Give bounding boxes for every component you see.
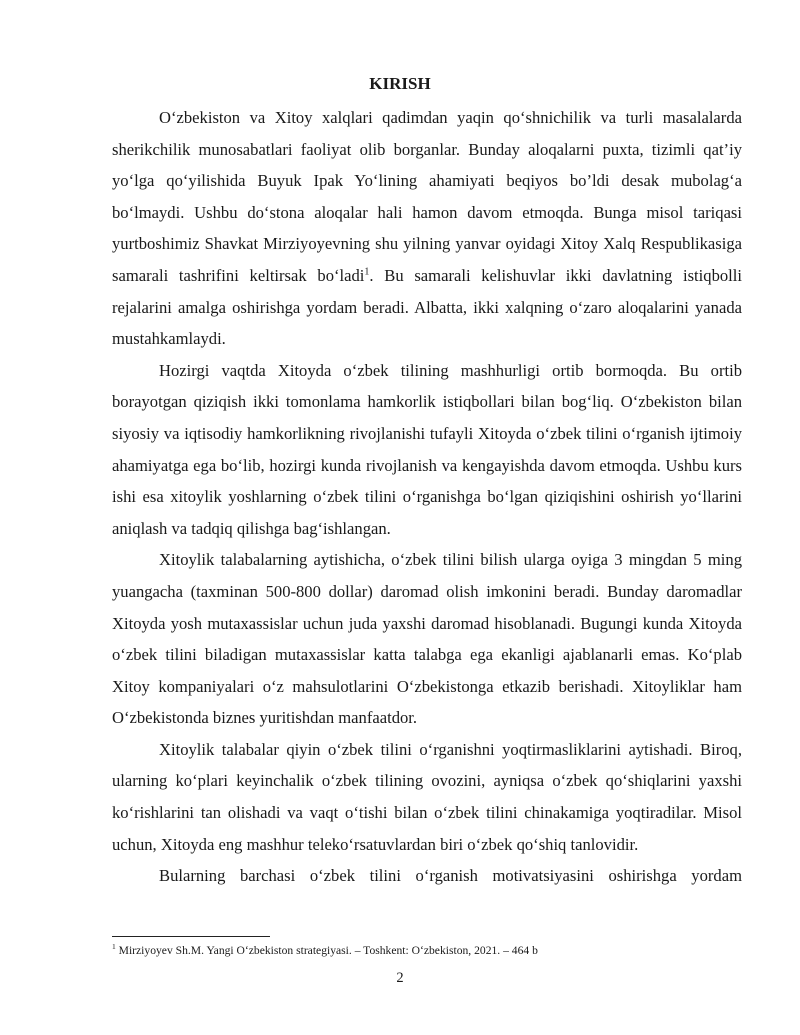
- footnote-mark: 1: [112, 942, 116, 952]
- footnote-reference[interactable]: 1: [364, 266, 370, 278]
- footnote-text: Mirziyoyev Sh.M. Yangi O‘zbekiston strategiyasi. – Toshkent: O‘zbekiston, 2021. – 464 b: [115, 944, 538, 957]
- paragraph-4: Xitoylik talabalar qiyin o‘zbek tilini o‘rganishni yoqtirmasliklarini aytishadi. Biroq, ularning ko‘plari keyinchalik o‘zbek tilining ovozini, ayniqsa o‘zbek qo‘shiqlarini yaxshi ko‘rishlarini tan olishadi va vaqt o‘tishi bilan o‘zbek tilini chinakamiga yoqtiradilar. Misol uchun, Xitoyda eng mashhur teleko‘rsatuvlardan biri o‘zbek qo‘shiq tanlovidir.: [112, 739, 742, 854]
- section-title: KIRISH: [369, 74, 431, 93]
- footnote: [112, 943, 752, 958]
- paragraph-1: [112, 102, 742, 355]
- page-number: 2: [396, 970, 404, 986]
- paragraph-1-text: O‘zbekiston va Xitoy xalqlari qadimdan yaqin qo‘shnichilik va turli masalalarda sherikchilik munosabatlari faoliyat olib borganlar. Bunday aloqalarni puxta, tizimli qat’iy yo‘lga qo‘yilishida Buyuk Ipak Yo‘lining ahamiyati beqiyos bo’ldi desak mubolag‘a bo‘lmaydi. Ushbu do‘stona aloqalar hali hamon davom etmoqda. Bunga misol tariqasi yurtboshimiz Shavkat Mirziyoyevning shu yilning yanvar oyidagi Xitoy Xalq Respublikasiga samarali tashrifini keltirsak bo‘ladi: [112, 108, 742, 285]
- paragraph-5: Bularning barchasi o‘zbek tilini o‘rganish motivatsiyasini oshirishga yordam: [159, 866, 742, 886]
- paragraph-2: Hozirgi vaqtda Xitoyda o‘zbek tilining mashhurligi ortib bormoqda. Bu ortib borayotgan qiziqish ikki tomonlama hamkorlik istiqbollari bilan bog‘liq. O‘zbekiston bilan siyosiy va iqtisodiy hamkorlikning rivojlanishi tufayli Xitoyda o‘zbek tilini o‘rganish ijtimoiy ahamiyatga ega bo‘lib, hozirgi kunda rivojlanish va kengayishda davom etmoqda. Ushbu kurs ishi esa xitoylik yoshlarning o‘zbek tilini o‘rganishga bo‘lgan qiziqishini oshirish yo‘llarini aniqlash va tadqiq qilishga bag‘ishlangan.: [112, 360, 742, 538]
- paragraph-3: Xitoylik talabalarning aytishicha, o‘zbek tilini bilish ularga oyiga 3 mingdan 5 ming yuangacha (taxminan 500-800 dollar) daromad olish imkonini beradi. Bunday daromadlar Xitoyda yosh mutaxassislar uchun juda yaxshi daromad hisoblanadi. Bugungi kunda Xitoyda o‘zbek tilini biladigan mutaxassislar katta talabga ega ekanligi ajablanarli emas. Ko‘plab Xitoy kompaniyalari o‘z mahsulotlarini O‘zbekistonga etkazib berishadi. Xitoyliklar ham O‘zbekistonda biznes yuritishdan manfaatdor.: [112, 550, 742, 728]
- footnote-separator: [112, 936, 270, 937]
- body-text: [112, 102, 742, 892]
- paragraph-1-continuation: . Bu samarali kelishuvlar ikki davlatning istiqbolli rejalarini amalga oshirishga yordam beradi. Albatta, ikki xalqning o‘zaro aloqalarini yanada mustahkamlaydi.: [112, 265, 743, 349]
